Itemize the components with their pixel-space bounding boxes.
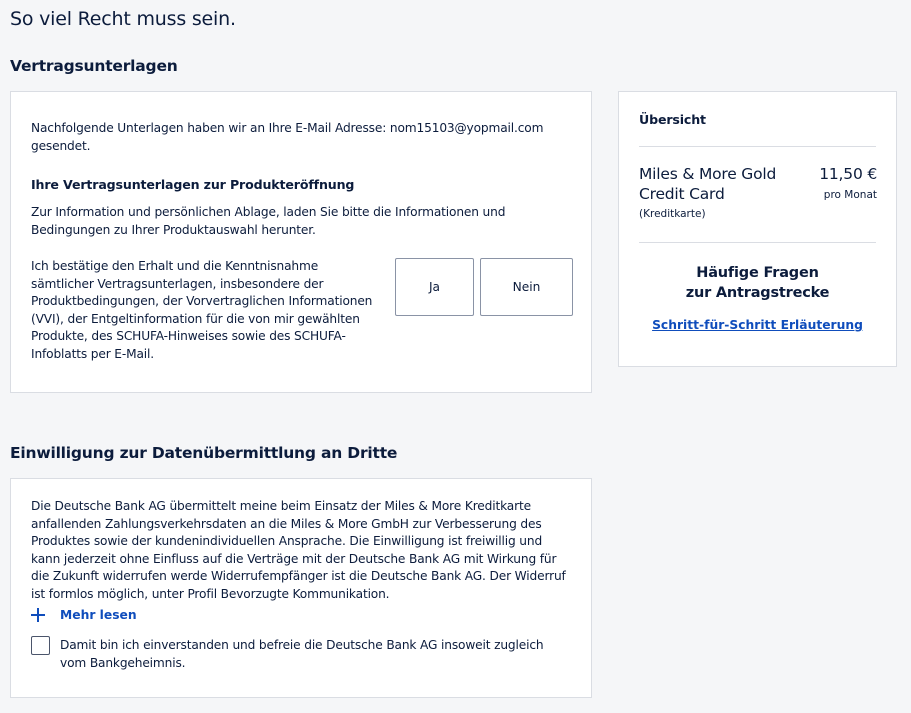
product-name: Miles & More Gold Credit Card: [639, 165, 777, 203]
confirmation-text: Ich bestätige den Erhalt und die Kenntnisnahme sämtlicher Vertragsunterlagen, insbesondere der Produktbedingungen, der Vorvertraglichen Informationen (VVI), der Entgeltinformation für die von mir gewählten Produkte, des SCHUFA-Hinweises sowie des SCHUFA-Infoblatts per E-Mail.: [31, 259, 373, 361]
email-intro-text: Nachfolgende Unterlagen haben wir an Ihre E-Mail Adresse: nom15103@yopmail.com gesendet.: [31, 121, 544, 153]
yes-button[interactable]: Ja: [395, 258, 474, 316]
consent-body-text: Die Deutsche Bank AG übermittelt meine beim Einsatz der Miles & More Kreditkarte anfallenden Zahlungsverkehrsdaten an die Miles & More GmbH zur Verbesserung des Produktes sowie der kundenindividuellen Ansprache. Die Einwilligung ist freiwillig und kann jederzeit ohne Einfluss auf die Verträge mit der Deutsche Bank AG mit Wirkung für die Zukunft widerrufen werde Widerrufempfänger ist die Deutsche Bank AG. Der Widerruf ist formlos möglich, unter Profil Bevorzugte Kommunikation.: [31, 499, 566, 601]
consent-card: [10, 478, 592, 698]
price-period: pro Monat: [823, 189, 877, 201]
overview-divider-bottom: [639, 242, 876, 243]
faq-step-by-step-link[interactable]: Schritt-für-Schritt Erläuterung: [652, 318, 863, 332]
plus-icon: [31, 608, 45, 622]
read-more-label: Mehr lesen: [60, 608, 137, 622]
faq-heading-line2: zur Antragstrecke: [685, 285, 830, 301]
read-more-toggle[interactable]: [31, 608, 137, 622]
faq-heading: [619, 263, 896, 303]
no-button[interactable]: Nein: [480, 258, 573, 316]
download-info-text: Zur Information und persönlichen Ablage, laden Sie bitte die Informationen und Bedingungen zu Ihrer Produktauswahl herunter.: [31, 205, 506, 237]
overview-divider-top: [639, 146, 876, 147]
consent-checkbox[interactable]: [31, 636, 50, 655]
product-price: 11,50 €: [819, 165, 877, 183]
contract-documents-card: [10, 91, 592, 393]
faq-heading-line1: Häufige Fragen: [696, 265, 819, 281]
section-title-vertragsunterlagen: Vertragsunterlagen: [10, 57, 178, 75]
consent-checkbox-label[interactable]: Damit bin ich einverstanden und befreie die Deutsche Bank AG insoweit zugleich vom Bankgeheimnis.: [60, 638, 544, 670]
overview-card: [618, 91, 897, 367]
section-title-consent: Einwilligung zur Datenübermittlung an Dritte: [10, 444, 398, 462]
overview-title: Übersicht: [639, 112, 706, 127]
contract-subheading: Ihre Vertragsunterlagen zur Produkteröffnung: [31, 177, 355, 192]
page-title: So viel Recht muss sein.: [10, 8, 236, 30]
product-type: (Kreditkarte): [639, 208, 706, 220]
